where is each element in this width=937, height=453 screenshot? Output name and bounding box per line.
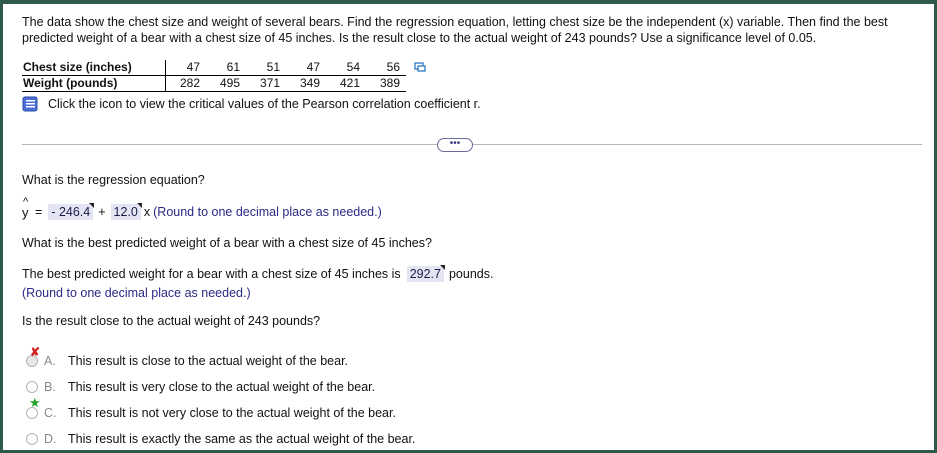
radio-button[interactable] xyxy=(26,381,38,393)
predicted-weight-answer-box[interactable]: 292.7 xyxy=(407,266,444,282)
answer-prefix: The best predicted weight for a bear with a chest size of 45 inches is xyxy=(22,267,401,281)
y-hat-symbol: ^ y xyxy=(22,195,29,220)
table-cell: 349 xyxy=(286,76,326,92)
x-variable: x xyxy=(143,205,151,219)
option-c[interactable] xyxy=(22,395,415,426)
more-button[interactable]: ••• xyxy=(437,138,473,152)
table-cell: 421 xyxy=(326,76,366,92)
question-1-prompt: What is the regression equation? xyxy=(22,173,205,187)
answer-options xyxy=(22,345,416,452)
table-cell: 389 xyxy=(366,76,406,92)
option-d[interactable] xyxy=(22,426,415,452)
table-cell: 282 xyxy=(166,76,207,92)
table-cell: 54 xyxy=(326,60,366,76)
option-letter: C. xyxy=(44,406,57,420)
option-letter: D. xyxy=(44,432,57,446)
help-text[interactable]: Click the icon to view the critical values of the Pearson correlation coefficient r. xyxy=(48,97,481,111)
option-text: This result is very close to the actual weight of the bear. xyxy=(68,380,376,394)
option-a[interactable] xyxy=(22,345,415,374)
table-row xyxy=(22,76,406,92)
table-cell: 61 xyxy=(206,60,246,76)
table-cell: 56 xyxy=(366,60,406,76)
equals-sign: = xyxy=(35,205,43,219)
window-top-border xyxy=(0,0,937,4)
help-link[interactable] xyxy=(22,96,481,112)
option-text: This result is exactly the same as the actual weight of the bear. xyxy=(68,432,416,446)
data-table xyxy=(22,60,406,92)
row-label: Chest size (inches) xyxy=(22,60,166,76)
table-cell: 47 xyxy=(166,60,207,76)
rounding-note: (Round to one decimal place as needed.) xyxy=(153,205,382,219)
intercept-answer-box[interactable]: - 246.4 xyxy=(48,204,93,220)
question-text: The data show the chest size and weight of several bears. Find the regression equation, letting chest size be the independent (x) variable. Then find the best predicted weight of a bear with a chest size of 45 inches. Is the result close to the actual weight of 243 pounds? Use a significance level of 0.05. xyxy=(22,15,888,45)
table-cell: 495 xyxy=(206,76,246,92)
option-letter: B. xyxy=(44,380,56,394)
regression-equation xyxy=(22,195,382,221)
option-letter: A. xyxy=(44,354,56,368)
star-icon: ★ xyxy=(29,395,41,410)
row-label: Weight (pounds) xyxy=(22,76,166,92)
question-3-prompt: Is the result close to the actual weight of 243 pounds? xyxy=(22,314,321,328)
radio-button[interactable] xyxy=(26,433,38,445)
question-2-prompt: What is the best predicted weight of a bear with a chest size of 45 inches? xyxy=(22,236,432,250)
plus-sign: + xyxy=(98,205,106,219)
table-row xyxy=(22,60,406,76)
predicted-weight-line xyxy=(22,265,493,283)
option-text: This result is not very close to the actual weight of the bear. xyxy=(68,406,396,420)
notebook-icon[interactable] xyxy=(22,96,38,112)
unit-label: pounds. xyxy=(448,267,494,281)
rounding-note: (Round to one decimal place as needed.) xyxy=(22,286,251,300)
table-cell: 371 xyxy=(246,76,286,92)
copy-icon[interactable] xyxy=(414,61,426,71)
table-cell: 47 xyxy=(286,60,326,76)
slope-answer-box[interactable]: 12.0 xyxy=(111,204,141,220)
table-cell: 51 xyxy=(246,60,286,76)
window-left-border xyxy=(0,0,3,453)
option-b[interactable] xyxy=(22,374,415,400)
x-mark-icon: ✘ xyxy=(30,345,41,359)
option-text: This result is close to the actual weight of the bear. xyxy=(68,354,349,368)
